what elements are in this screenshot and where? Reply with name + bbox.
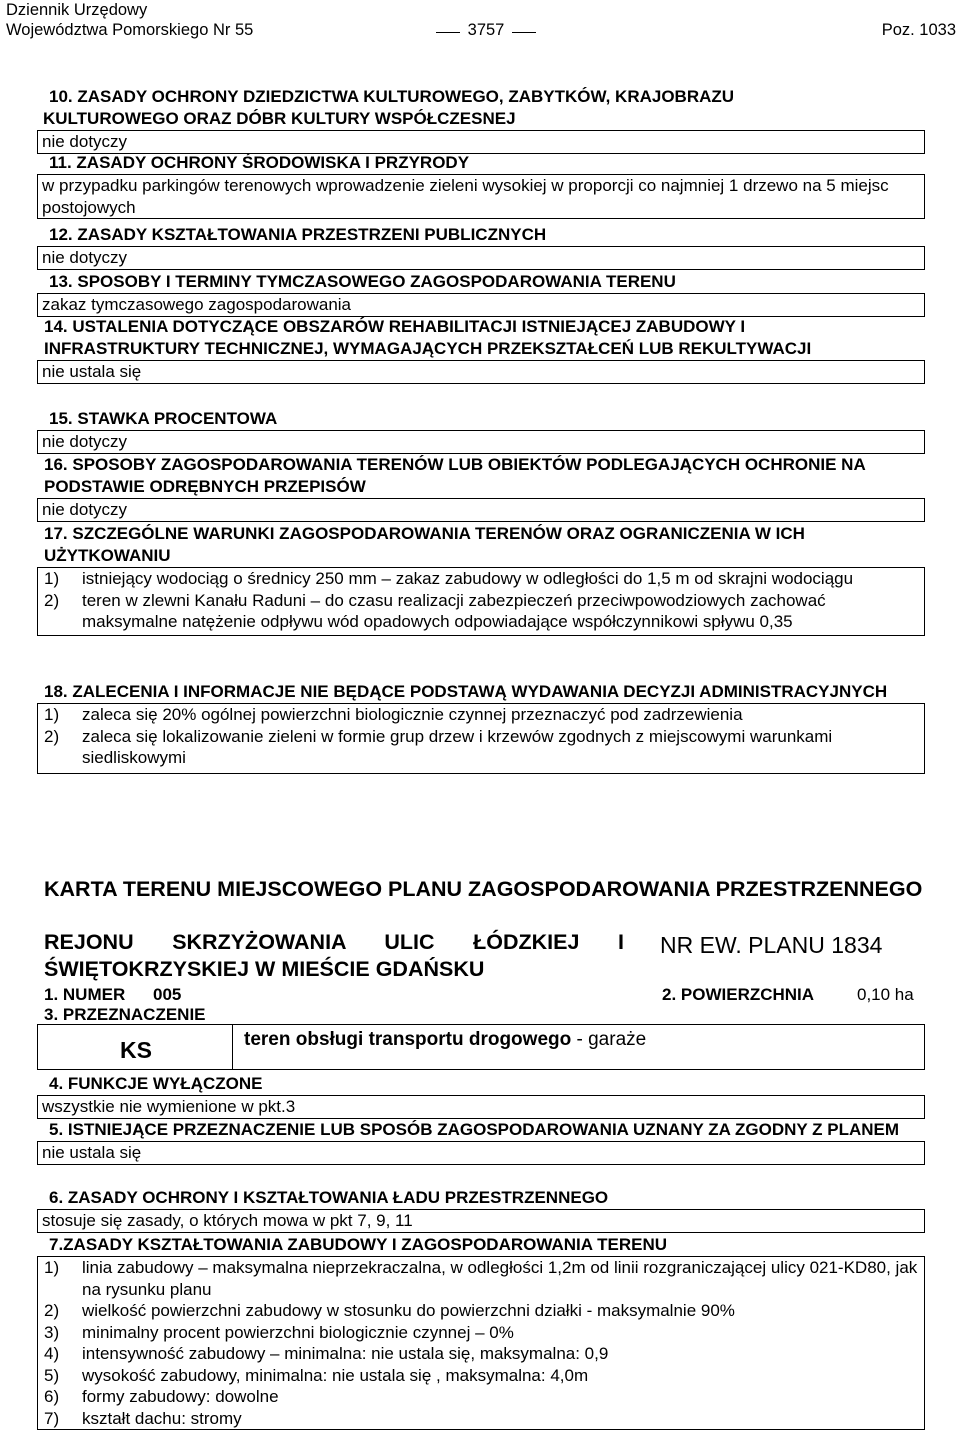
section-13-body: zakaz tymczasowego zagospodarowania <box>37 293 925 317</box>
section-10 <box>37 86 925 153</box>
card-section-6 <box>37 1187 925 1232</box>
list-item: 2) wielkość powierzchni zabudowy w stosunku do powierzchni działki - maksymalnie 90% <box>44 1301 735 1320</box>
card-number-label: 1. NUMER <box>44 985 126 1004</box>
journal-name: Dziennik Urzędowy <box>6 1 148 19</box>
section-15 <box>37 408 925 453</box>
card-section-6-body: stosuje się zasady, o których mowa w pkt 7, 9, 11 <box>37 1209 925 1233</box>
section-11-body: w przypadku parkingów terenowych wprowadzenie zieleni wysokiej w proporcji co najmniej 1 drzewo na 5 miejsc postojowych <box>37 174 925 219</box>
card-section-7-list <box>44 1257 918 1429</box>
purpose-text: teren obsługi transportu drogowego - garaże <box>244 1029 647 1050</box>
area-value: 0,10 ha <box>857 985 914 1004</box>
section-11-title: 11. ZASADY OCHRONY ŚRODOWISKA I PRZYRODY <box>49 153 470 172</box>
list-item: 7) kształt dachu: stromy <box>44 1408 242 1428</box>
section-14-body: nie ustala się <box>37 360 925 384</box>
journal-issue: Województwa Pomorskiego Nr 55 <box>6 21 254 39</box>
purpose-label: 3. PRZEZNACZENIE <box>44 1005 206 1024</box>
section-13 <box>37 271 925 316</box>
list-item: 2) zaleca się lokalizowanie zieleni w formie grup drzew i krzewów zgodnych z miejscowymi warunkami siedliskowymi <box>44 726 833 767</box>
plan-number: NR EW. PLANU 1834 <box>660 932 883 958</box>
section-17-body <box>37 567 925 636</box>
section-16-title: 16. SPOSOBY ZAGOSPODAROWANIA TERENÓW LUB OBIEKTÓW PODLEGAJĄCYCH OCHRONIE NA PODSTAWIE ODRĘBNYCH PRZEPISÓW <box>44 455 866 496</box>
section-15-title: 15. STAWKA PROCENTOWA <box>49 409 278 428</box>
section-18-title: 18. ZALECENIA I INFORMACJE NIE BĘDĄCE PODSTAWĄ WYDAWANIA DECYZJI ADMINISTRACYJNYCH <box>44 682 888 701</box>
list-item: 2) teren w zlewni Kanału Raduni – do czasu realizacji zabezpieczeń przeciwpowodziowych zachować maksymalne natężenie odpływu wód opadowych odpowiadające współczynnikowi spływu 0,35 <box>44 590 826 631</box>
card-section-4-title: 4. FUNKCJE WYŁĄCZONE <box>49 1074 263 1093</box>
section-12 <box>37 224 925 269</box>
purpose-box <box>37 1024 925 1070</box>
list-item: 5) wysokość zabudowy, minimalna: nie ustala się , maksymalna: 4,0m <box>44 1365 589 1385</box>
card-number-value: 005 <box>153 985 182 1004</box>
card-section-5-title: 5. ISTNIEJĄCE PRZEZNACZENIE LUB SPOSÓB ZAGOSPODAROWANIA UZNANY ZA ZGODNY Z PLANEM <box>49 1120 900 1139</box>
section-16-body: nie dotyczy <box>37 498 925 522</box>
zone-symbol: KS <box>120 1037 152 1063</box>
card-section-5 <box>37 1119 925 1164</box>
page-header <box>6 0 956 44</box>
section-18-body <box>37 703 925 774</box>
section-17 <box>37 523 925 635</box>
list-item: 6) formy zabudowy: dowolne <box>44 1387 279 1406</box>
section-15-body: nie dotyczy <box>37 430 925 454</box>
position-number: Poz. 1033 <box>881 21 956 39</box>
section-12-body: nie dotyczy <box>37 246 925 270</box>
section-14 <box>37 316 925 383</box>
list-item: 1) linia zabudowy – maksymalna nieprzekraczalna, w odległości 1,2m od linii rozgraniczającej ulicy 021-KD80, jak na rysunku planu <box>44 1258 918 1299</box>
section-11 <box>37 152 925 218</box>
card-title-a: KARTA TERENU MIEJSCOWEGO PLANU ZAGOSPODAROWANIA PRZESTRZENNEGO <box>44 877 923 901</box>
section-18-list <box>44 704 918 769</box>
list-item: 1) istniejący wodociąg o średnicy 250 mm – zakaz zabudowy w odległości do 1,5 m od skrajni wodociągu <box>44 569 854 588</box>
card-section-4 <box>37 1073 925 1118</box>
card-section-5-body: nie ustala się <box>37 1141 925 1165</box>
card-title-b: REJONU SKRZYŻOWANIA ULIC ŁÓDZKIEJ I ŚWIĘTOKRZYSKIEJ W MIEŚCIE GDAŃSKU <box>44 930 624 981</box>
card-section-4-body: wszystkie nie wymienione w pkt.3 <box>37 1095 925 1119</box>
list-item: 4) intensywność zabudowy – minimalna: nie ustala się, maksymalna: 0,9 <box>44 1344 609 1363</box>
area-label: 2. POWIERZCHNIA <box>662 985 815 1004</box>
card-section-7-title: 7.ZASADY KSZTAŁTOWANIA ZABUDOWY I ZAGOSPODAROWANIA TERENU <box>49 1235 667 1254</box>
card-section-6-title: 6. ZASADY OCHRONY I KSZTAŁTOWANIA ŁADU PRZESTRZENNEGO <box>49 1188 609 1207</box>
section-10-title-b: KULTUROWEGO ORAZ DÓBR KULTURY WSPÓŁCZESNEJ <box>43 109 516 128</box>
section-17-title: 17. SZCZEGÓLNE WARUNKI ZAGOSPODAROWANIA TERENÓW ORAZ OGRANICZENIA W ICH UŻYTKOWANIU <box>44 524 805 565</box>
divider <box>232 1024 233 1070</box>
section-14-title: 14. USTALENIA DOTYCZĄCE OBSZARÓW REHABILITACJI ISTNIEJĄCEJ ZABUDOWY I INFRASTRUKTURY TECHNICZNEJ, WYMAGAJĄCYCH PRZEKSZTAŁCEŃ LUB REKULTYWACJI <box>44 317 812 358</box>
section-16 <box>37 454 925 521</box>
card-section-7 <box>37 1234 925 1429</box>
card-section-7-body <box>37 1256 925 1430</box>
section-18 <box>37 681 925 773</box>
section-13-title: 13. SPOSOBY I TERMINY TYMCZASOWEGO ZAGOSPODAROWANIA TERENU <box>49 272 676 291</box>
list-item: 3) minimalny procent powierzchni biologicznie czynnej – 0% <box>44 1322 514 1342</box>
section-12-title: 12. ZASADY KSZTAŁTOWANIA PRZESTRZENI PUBLICZNYCH <box>49 225 547 244</box>
page-number: 3757 <box>436 20 536 41</box>
section-17-list <box>44 568 918 633</box>
section-10-body: nie dotyczy <box>37 130 925 154</box>
list-item: 1) zaleca się 20% ogólnej powierzchni biologicznie czynnej przeznaczyć pod zadrzewienia <box>44 705 743 724</box>
section-10-title-a: 10. ZASADY OCHRONY DZIEDZICTWA KULTUROWEGO, ZABYTKÓW, KRAJOBRAZU <box>49 87 735 106</box>
